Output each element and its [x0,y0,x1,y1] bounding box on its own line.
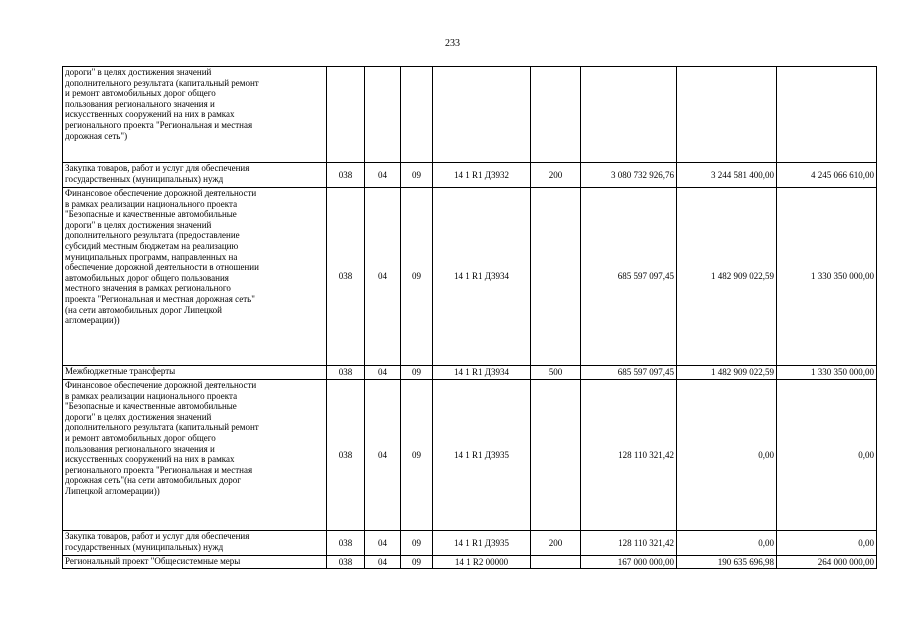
csr-cell: 14 1 R1 Д3935 [433,531,531,556]
table-row [63,531,877,556]
pr-cell: 09 [401,556,433,569]
amount-year1-cell: 167 000 000,00 [581,556,677,569]
csr-cell [433,67,531,163]
ved-cell: 038 [327,366,365,380]
amount-year2-cell [677,67,777,163]
pr-cell [401,67,433,163]
amount-year1-cell: 3 080 732 926,76 [581,163,677,188]
table-row [63,366,877,380]
amount-year3-cell: 1 330 350 000,00 [777,188,877,366]
rz-cell: 04 [365,556,401,569]
amount-year1-cell: 128 110 321,42 [581,531,677,556]
amount-year3-cell [777,67,877,163]
vr-cell [531,188,581,366]
amount-year3-cell: 0,00 [777,380,877,531]
table-row [63,188,877,366]
ved-cell: 038 [327,556,365,569]
row-name: дороги" в целях достижения значений дополнительного результата (капитальный ремонт и ремонт автомобильных дорог общего пользования регионального значения и искусственных сооружений на них в рамках регионального проекта "Региональная и местная дорожная сеть") [65,67,259,141]
row-name-cell [63,531,327,556]
rz-cell: 04 [365,380,401,531]
vr-cell [531,380,581,531]
csr-cell: 14 1 R1 Д3934 [433,188,531,366]
amount-year2-cell: 3 244 581 400,00 [677,163,777,188]
amount-year2-cell: 0,00 [677,531,777,556]
csr-cell: 14 1 R2 00000 [433,556,531,569]
amount-year3-cell: 4 245 066 610,00 [777,163,877,188]
row-name: Финансовое обеспечение дорожной деятельности в рамках реализации национального проекта "Безопасные и качественные автомобильные дороги" в целях достижения значений дополнительного результата (капитальный ремонт и ремонт автомобильных дорог общего пользования регионального значения и искусственных сооружений на них в рамках регионального проекта "Региональная и местная дорожная сеть"(на сети автомобильных дорог Липецкой агломерации)) [65,380,259,496]
amount-year2-cell: 1 482 909 022,59 [677,188,777,366]
pr-cell: 09 [401,188,433,366]
amount-year3-cell: 1 330 350 000,00 [777,366,877,380]
table-row [63,380,877,531]
rz-cell: 04 [365,531,401,556]
table-row [63,556,877,569]
rz-cell: 04 [365,366,401,380]
row-name: Финансовое обеспечение дорожной деятельности в рамках реализации национального проекта "Безопасные и качественные автомобильные дороги" в целях достижения значений дополнительного результата (предоставление субсидий местным бюджетам на реализацию муниципальных программ, направленных на обеспечение дорожной деятельности в отношении автомобильных дорог общего пользования местного значения в рамках регионального проекта "Региональная и местная дорожная сеть" (на сети автомобильных дорог Липецкой агломерации)) [65,188,259,326]
vr-cell [531,556,581,569]
budget-table-body [63,67,877,569]
vr-cell: 500 [531,366,581,380]
amount-year2-cell: 1 482 909 022,59 [677,366,777,380]
amount-year1-cell: 128 110 321,42 [581,380,677,531]
ved-cell [327,67,365,163]
amount-year1-cell: 685 597 097,45 [581,188,677,366]
csr-cell: 14 1 R1 Д3934 [433,366,531,380]
row-name-cell [63,380,327,531]
rz-cell: 04 [365,163,401,188]
vr-cell: 200 [531,531,581,556]
row-name-cell [63,366,327,380]
pr-cell: 09 [401,366,433,380]
amount-year2-cell: 190 635 696,98 [677,556,777,569]
row-name-cell [63,188,327,366]
row-name: Закупка товаров, работ и услуг для обеспечения государственных (муниципальных) нужд [65,531,250,552]
row-name-cell [63,163,327,188]
rz-cell: 04 [365,188,401,366]
amount-year1-cell [581,67,677,163]
ved-cell: 038 [327,380,365,531]
row-name: Закупка товаров, работ и услуг для обеспечения государственных (муниципальных) нужд [65,163,250,184]
rz-cell [365,67,401,163]
amount-year2-cell: 0,00 [677,380,777,531]
pr-cell: 09 [401,163,433,188]
page-number: 233 [445,38,460,49]
row-name: Региональный проект "Общесистемные меры [65,556,241,566]
amount-year1-cell: 685 597 097,45 [581,366,677,380]
csr-cell: 14 1 R1 Д3935 [433,380,531,531]
ved-cell: 038 [327,188,365,366]
pr-cell: 09 [401,531,433,556]
row-name-cell [63,67,327,163]
amount-year3-cell: 0,00 [777,531,877,556]
table-row [63,67,877,163]
row-name-cell [63,556,327,569]
ved-cell: 038 [327,531,365,556]
ved-cell: 038 [327,163,365,188]
budget-table [62,66,877,569]
row-name: Межбюджетные трансферты [65,366,176,376]
csr-cell: 14 1 R1 Д3932 [433,163,531,188]
table-row [63,163,877,188]
amount-year3-cell: 264 000 000,00 [777,556,877,569]
vr-cell [531,67,581,163]
pr-cell: 09 [401,380,433,531]
vr-cell: 200 [531,163,581,188]
